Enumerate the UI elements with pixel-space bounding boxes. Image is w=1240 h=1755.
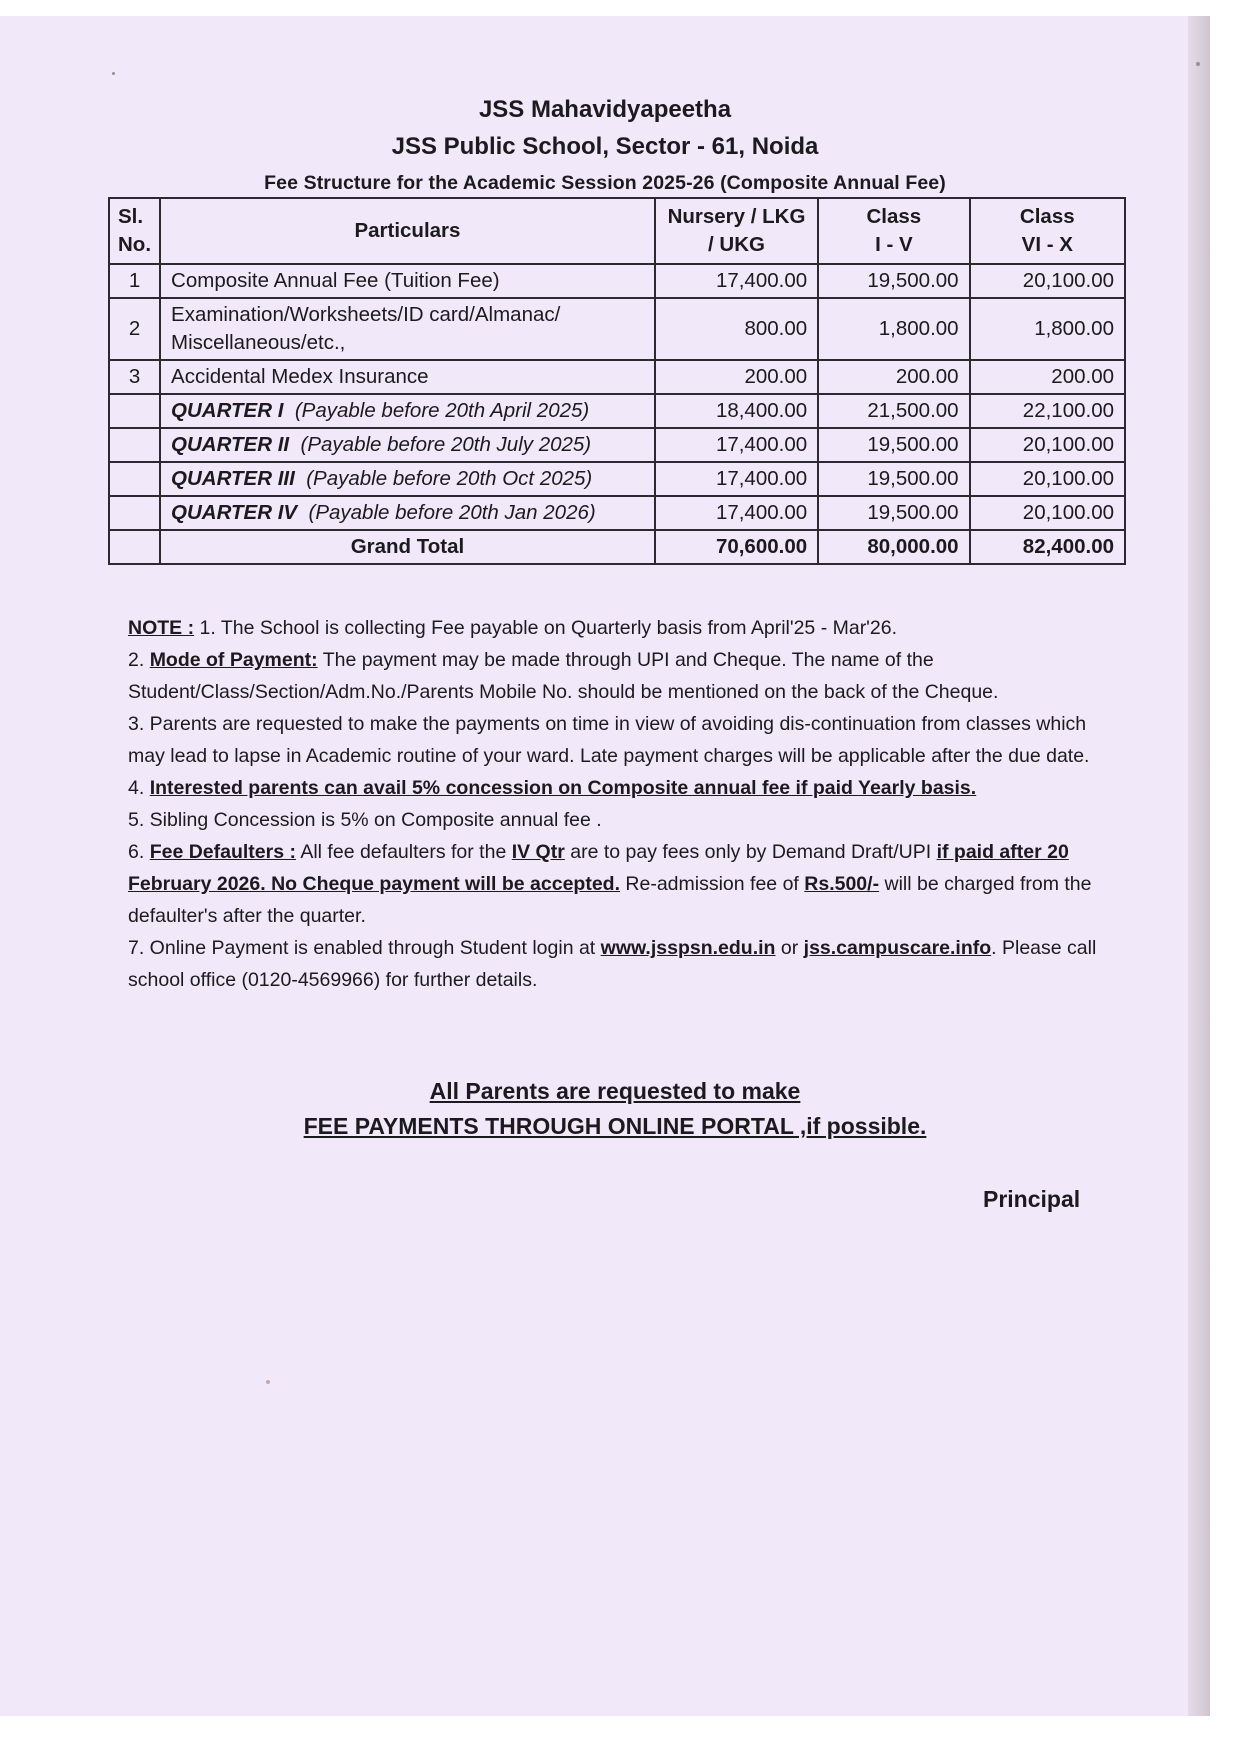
table-header-row [109, 198, 1125, 264]
fee-cell: 20,100.00 [970, 462, 1125, 496]
quarter-row [109, 394, 1125, 428]
sl-cell: 3 [109, 360, 160, 394]
campuscare-link[interactable]: jss.campuscare.info [803, 937, 992, 959]
fee-cell: 200.00 [970, 360, 1125, 394]
note-7: 7. Online Payment is enabled through Student login at www.jsspsn.edu.in or jss.campuscare.info. Please call school office (0120-4569966) for further details. [128, 937, 1097, 991]
header-class-1-5: Class I - V [818, 198, 969, 264]
fee-cell: 20,100.00 [970, 264, 1125, 298]
note-4: 4. Interested parents can avail 5% concession on Composite annual fee if paid Yearly basis. [128, 777, 977, 799]
fee-cell: 17,400.00 [655, 496, 818, 530]
fee-cell: 22,100.00 [970, 394, 1125, 428]
table-row [109, 298, 1125, 360]
sl-cell [109, 462, 160, 496]
scan-speck [112, 72, 115, 75]
sl-cell [109, 428, 160, 462]
fee-cell: 19,500.00 [818, 462, 969, 496]
table-row [109, 360, 1125, 394]
note-5: 5. Sibling Concession is 5% on Composite annual fee . [128, 809, 602, 831]
fee-cell: 20,100.00 [970, 428, 1125, 462]
sl-cell [109, 530, 160, 564]
quarter-row [109, 496, 1125, 530]
website-link[interactable]: www.jsspsn.edu.in [600, 937, 776, 959]
quarter-cell: QUARTER III (Payable before 20th Oct 2025) [160, 462, 655, 496]
quarter-row [109, 428, 1125, 462]
fee-cell: 19,500.00 [818, 428, 969, 462]
fee-cell: 21,500.00 [818, 394, 969, 428]
fee-structure-table [108, 197, 1126, 565]
notes-section [128, 612, 1128, 996]
fee-cell: 1,800.00 [818, 298, 969, 360]
organization-name: JSS Mahavidyapeetha [478, 96, 732, 123]
note-1: NOTE : 1. The School is collecting Fee payable on Quarterly basis from April'25 - Mar'26. [128, 617, 898, 639]
fee-cell: 19,500.00 [818, 264, 969, 298]
fee-cell: 17,400.00 [655, 462, 818, 496]
sl-cell: 1 [109, 264, 160, 298]
grand-total-row [109, 530, 1125, 564]
fee-cell: 1,800.00 [970, 298, 1125, 360]
fee-cell: 200.00 [818, 360, 969, 394]
appeal-line-1: All Parents are requested to make [429, 1078, 801, 1104]
total-cell: 80,000.00 [818, 530, 969, 564]
sl-cell [109, 394, 160, 428]
particular-cell: Composite Annual Fee (Tuition Fee) [160, 264, 655, 298]
grand-total-label: Grand Total [160, 530, 655, 564]
school-name: JSS Public School, Sector - 61, Noida [391, 133, 819, 160]
sl-cell: 2 [109, 298, 160, 360]
total-cell: 82,400.00 [970, 530, 1125, 564]
total-cell: 70,600.00 [655, 530, 818, 564]
table-row [109, 264, 1125, 298]
quarter-row [109, 462, 1125, 496]
quarter-cell: QUARTER II (Payable before 20th July 2025) [160, 428, 655, 462]
scan-speck [266, 1380, 270, 1384]
fee-cell: 200.00 [655, 360, 818, 394]
note-label: NOTE : [128, 617, 195, 639]
scan-speck [1196, 62, 1200, 66]
note-2: 2. Mode of Payment: The payment may be made through UPI and Cheque. The name of the Student/Class/Section/Adm.No./Parents Mobile No. should be mentioned on the back of the Cheque. [128, 649, 999, 703]
note-6: 6. Fee Defaulters : All fee defaulters for the IV Qtr are to pay fees only by Demand Draft/UPI if paid after 20 February 2026. No Cheque payment will be accepted. Re-admission fee of Rs.500/- will be charged from the defaulter's after the quarter. [128, 841, 1092, 927]
quarter-cell: QUARTER IV (Payable before 20th Jan 2026) [160, 496, 655, 530]
fee-cell: 18,400.00 [655, 394, 818, 428]
quarter-cell: QUARTER I (Payable before 20th April 2025) [160, 394, 655, 428]
appeal-line-2: FEE PAYMENTS THROUGH ONLINE PORTAL ,if possible. [303, 1113, 927, 1139]
fee-defaulters-label: Fee Defaulters : [149, 841, 296, 863]
scan-edge-shadow [1188, 16, 1210, 1716]
particular-cell: Accidental Medex Insurance [160, 360, 655, 394]
fee-cell: 20,100.00 [970, 496, 1125, 530]
note-3: 3. Parents are requested to make the payments on time in view of avoiding dis-continuation from classes which may lead to lapse in Academic routine of your ward. Late payment charges will be applicable after the due date. [128, 713, 1090, 767]
header-nursery: Nursery / LKG / UKG [655, 198, 818, 264]
payment-mode-label: Mode of Payment: [149, 649, 318, 671]
particular-cell: Examination/Worksheets/ID card/Almanac/ Miscellaneous/etc., [160, 298, 655, 360]
header-class-6-10: Class VI - X [970, 198, 1125, 264]
document-title: Fee Structure for the Academic Session 2025-26 (Composite Annual Fee) [264, 172, 946, 194]
header-sl-no: Sl. No. [109, 198, 160, 264]
fee-cell: 17,400.00 [655, 428, 818, 462]
fee-cell: 800.00 [655, 298, 818, 360]
header-particulars: Particulars [160, 198, 655, 264]
sl-cell [109, 496, 160, 530]
fee-notice-sheet [0, 16, 1210, 1716]
principal-signature: Principal [983, 1186, 1081, 1212]
fee-cell: 17,400.00 [655, 264, 818, 298]
fee-cell: 19,500.00 [818, 496, 969, 530]
